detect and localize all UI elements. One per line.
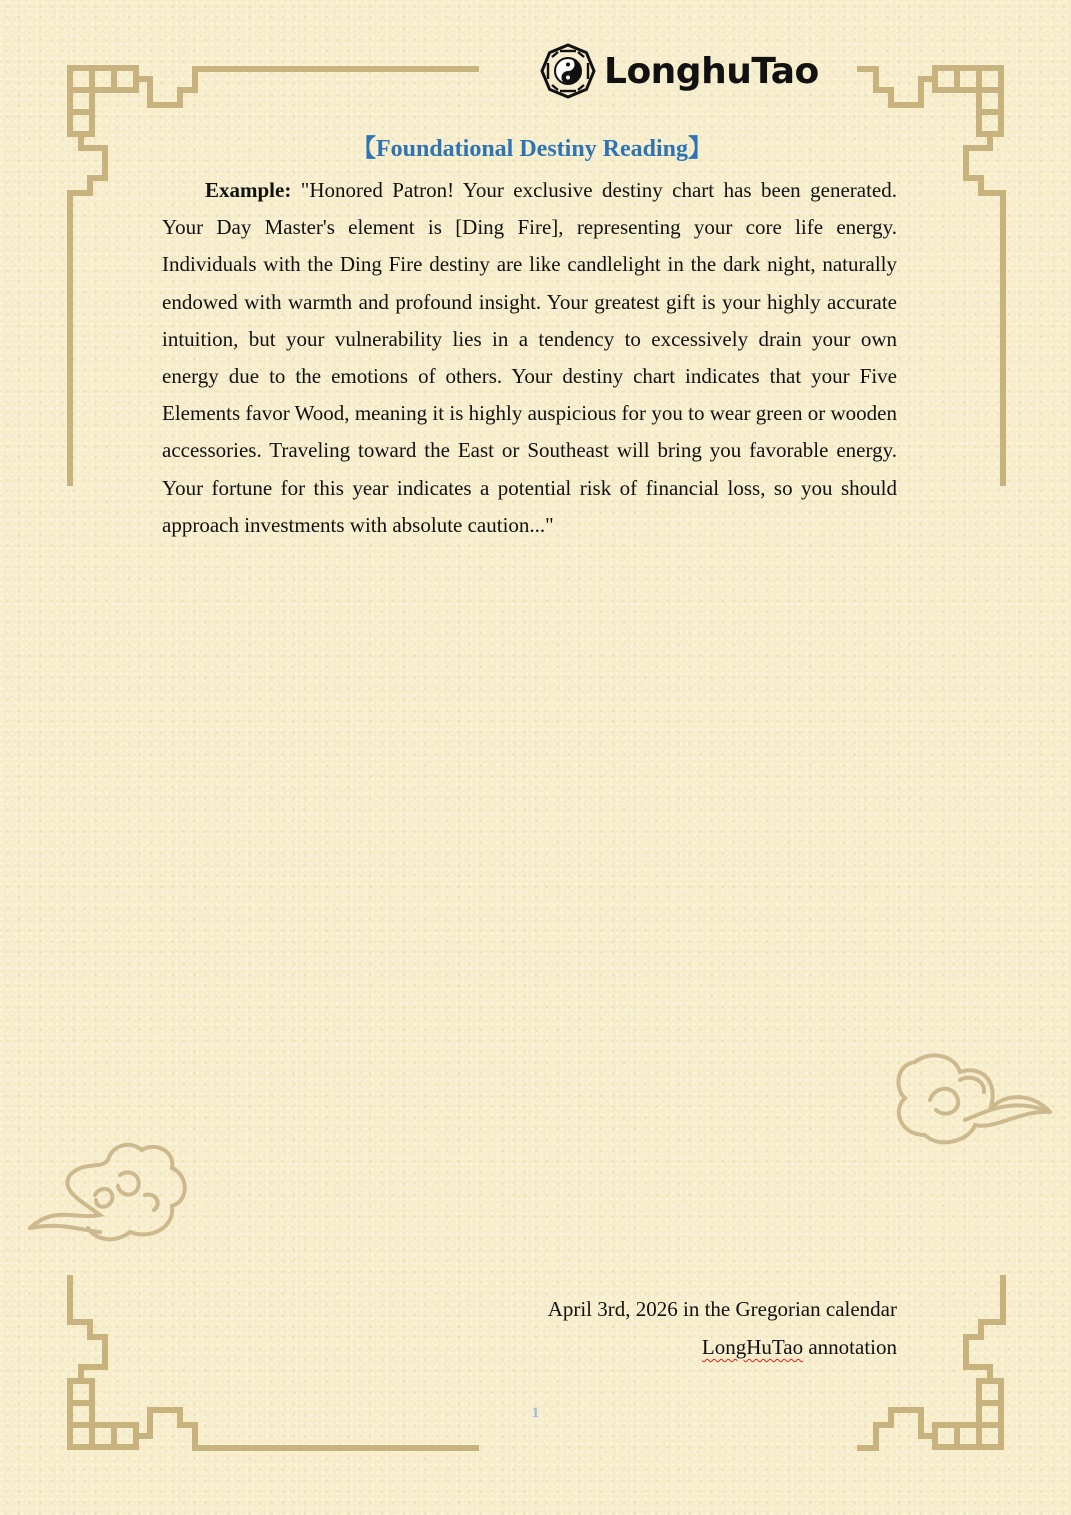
page-number: 1 xyxy=(531,1405,540,1421)
signature-block xyxy=(548,1290,897,1366)
cloud-right-icon xyxy=(898,1055,1050,1142)
signature-date: April 3rd, 2026 in the Gregorian calendar xyxy=(547,1297,897,1321)
reading-body-text: "Honored Patron! Your exclusive destiny chart has been generated. Your Day Master's element is [Ding Fire], representing your core life energy. Individuals with the Ding Fire destiny are like candlelight in the dark night, naturally endowed with warmth and profound insight. Your greatest gift is your highly accurate intuition, but your vulnerability lies in a tendency to excessively drain your own energy due to the emotions of others. Your destiny chart indicates that your Five Elements favor Wood, meaning it is highly auspicious for you to wear green or wooden accessories. Traveling toward the East or Southeast will bring you favorable energy. Your fortune for this year indicates a potential risk of financial loss, so you should approach investments with absolute caution..." xyxy=(162,178,897,537)
reading-paragraph xyxy=(162,172,897,544)
bagua-yinyang-icon xyxy=(540,43,596,99)
cloud-left-icon xyxy=(30,1145,185,1239)
corner-fret-bottom-left xyxy=(70,1278,476,1448)
brand-name: LonghuTao xyxy=(604,50,819,92)
signature-line xyxy=(548,1328,897,1366)
page-title: 【Foundational Destiny Reading】 xyxy=(351,136,713,162)
brand-logo xyxy=(540,42,819,100)
signature-name: LongHuTao xyxy=(701,1335,804,1359)
signature-suffix: annotation xyxy=(803,1335,897,1359)
example-label: Example: xyxy=(205,178,292,202)
